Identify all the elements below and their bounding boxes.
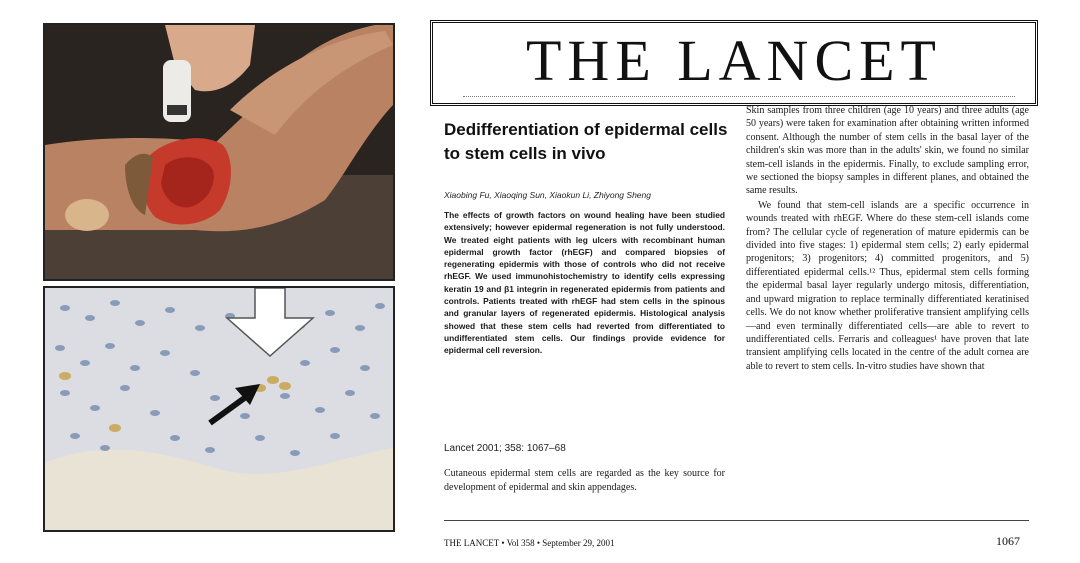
clinical-photo (43, 23, 395, 281)
masthead-frame (430, 20, 1038, 106)
article-authors: Xiaobing Fu, Xiaoqing Sun, Xiaokun Li, Zhiyong Sheng (444, 190, 651, 200)
footer-journal-info: THE LANCET • Vol 358 • September 29, 2001 (444, 538, 615, 548)
article-intro: Cutaneous epidermal stem cells are regarded as the key source for development of epidermal and skin appendages. (444, 468, 725, 493)
article-column-2 (746, 104, 1029, 373)
article-citation: Lancet 2001; 358: 1067–68 (444, 443, 566, 454)
journal-masthead: THE LANCET (526, 28, 942, 93)
article-abstract: The effects of growth factors on wound healing have been studied extensively; however epidermal regeneration is not fully understood. We treated eight patients with leg ulcers with recombinant human epidermal growth factor (rhEGF) and compared biopsies of regenerating epidermis with those of controls who did not receive rhEGF. We used immunohistochemistry to identify cells expressing keratin 19 and β1 integrin in regenerated epidermis from patients and controls. Patients treated with rhEGF had stem cells in the spinous and granular layers of regenerated epidermis. Histological analysis showed that these stem cells had reverted from differentiated to undifferentiated stem cells. Our findings provide evidence for epidermal cell reversion. (444, 210, 725, 356)
histology-micrograph (43, 286, 395, 532)
column-2-paragraph-1: Skin samples from three children (age 10 years) and three adults (age 50 years) were taken for examination after obtaining written informed consent. Although the number of stem cells in the basal layer of the children's skin was more than in the adults' skin, we found no similar stem-cell islands in the epidermis. Finally, to exclude sampling error, we sectioned the biopsy samples in different planes, and obtained the same results. (746, 105, 1029, 197)
article-title: Dedifferentiation of epidermal cells to stem cells in vivo (444, 120, 728, 163)
footer-rule (444, 520, 1029, 521)
column-2-paragraph-2: We found that stem-cell islands are a specific occurrence in wounds treated with rhEGF. Where do these stem-cell islands come from? The cellular cycle of regeneration of mature epidermis can be divided into five stages: 1) epidermal stem cells; 2) early epidermal progenitors; 3) progenitors; 4) committed progenitors, and 5) differentiated epidermal cells.¹² Thus, epidermal stem cells forming the epidermal basal layer regularly undergo mitosis, differentiation, and upward migration to replace terminally differentiated keratinised cells. We do not know whether proliferative transient amplifying cells—and even terminally differentiated cells—are able to revert to undifferentiated cells. Ferraris and colleagues¹ have proven that late transient amplifying cells located in the centre of the adult cornea are able to revert to stem cells. In-vitro studies have shown that (746, 199, 1029, 372)
masthead-rule (463, 96, 1015, 102)
page-number: 1067 (996, 534, 1020, 548)
